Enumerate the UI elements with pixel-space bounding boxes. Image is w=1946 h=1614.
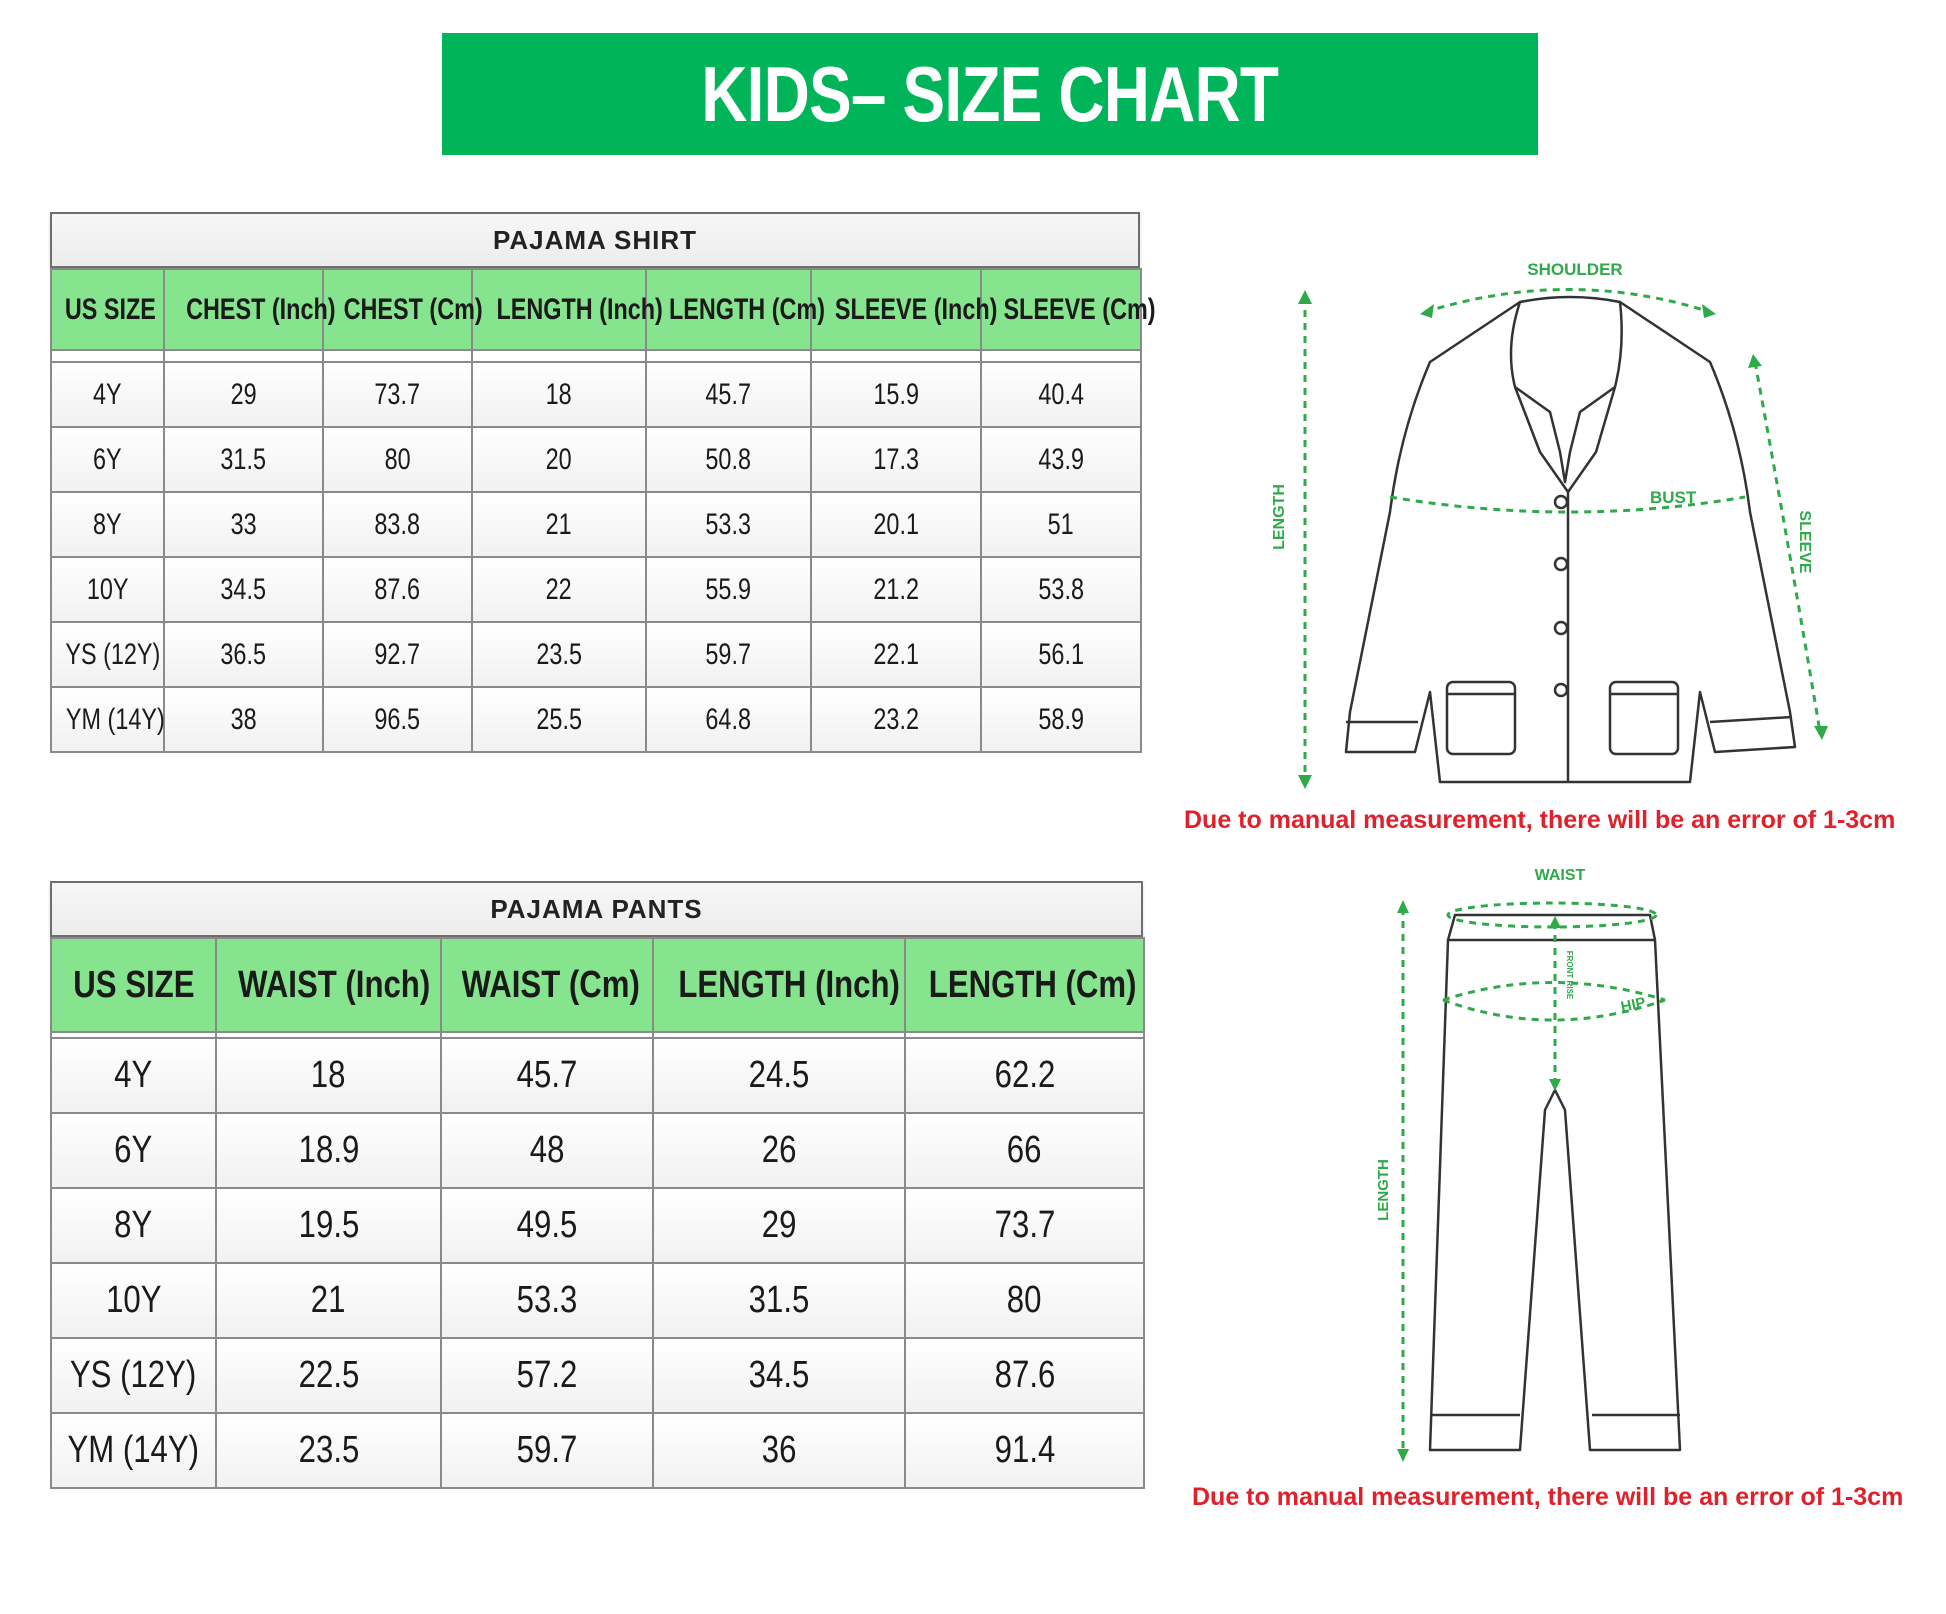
table-cell: 53.3 — [441, 1263, 653, 1338]
bust-label: BUST — [1650, 488, 1697, 507]
table-cell: 34.5 — [653, 1338, 905, 1413]
table-cell: 66 — [905, 1113, 1144, 1188]
pants-size-table — [50, 881, 1143, 1489]
shirt-header-row — [51, 269, 1141, 350]
table-cell: 73.7 — [905, 1188, 1144, 1263]
table-cell: 21 — [216, 1263, 441, 1338]
shirt-size-table — [50, 212, 1156, 753]
table-cell: 18 — [472, 362, 646, 427]
table-cell: 58.9 — [981, 687, 1141, 752]
length-label: LENGTH — [1271, 484, 1288, 550]
table-cell: 80 — [905, 1263, 1144, 1338]
waist-label: WAIST — [1534, 867, 1586, 884]
table-cell: 31.5 — [653, 1263, 905, 1338]
table-cell: 15.9 — [811, 362, 981, 427]
table-cell: 36.5 — [164, 622, 323, 687]
table-row — [51, 557, 1141, 622]
table-cell: 56.1 — [981, 622, 1141, 687]
spacer-row — [51, 350, 1141, 362]
shirt-table-title: PAJAMA SHIRT — [50, 212, 1140, 268]
table-cell: 18 — [216, 1038, 441, 1113]
table-row — [51, 1338, 1144, 1413]
table-cell: 83.8 — [323, 492, 472, 557]
header-cell: CHEST (Cm) — [323, 269, 472, 350]
header-cell: LENGTH (Cm) — [646, 269, 811, 350]
table-cell: 38 — [164, 687, 323, 752]
table-cell: 53.3 — [646, 492, 811, 557]
table-cell: 55.9 — [646, 557, 811, 622]
table-cell: 10Y — [51, 557, 164, 622]
table-row — [51, 362, 1141, 427]
table-cell: 87.6 — [905, 1338, 1144, 1413]
pants-table-title: PAJAMA PANTS — [50, 881, 1143, 937]
table-cell: 45.7 — [441, 1038, 653, 1113]
table-cell: 91.4 — [905, 1413, 1144, 1488]
table-cell: 59.7 — [441, 1413, 653, 1488]
table-cell: 36 — [653, 1413, 905, 1488]
table-cell: 17.3 — [811, 427, 981, 492]
table-cell: 8Y — [51, 1188, 216, 1263]
table-cell: 87.6 — [323, 557, 472, 622]
table-row — [51, 492, 1141, 557]
table-cell: 23.5 — [216, 1413, 441, 1488]
table-cell: 21.2 — [811, 557, 981, 622]
table-cell: 43.9 — [981, 427, 1141, 492]
table-cell: 10Y — [51, 1263, 216, 1338]
pants-header-row — [51, 938, 1144, 1032]
table-cell: 24.5 — [653, 1038, 905, 1113]
table-cell: YM (14Y) — [51, 1413, 216, 1488]
table-cell: 92.7 — [323, 622, 472, 687]
table-cell: 20 — [472, 427, 646, 492]
table-cell: 53.8 — [981, 557, 1141, 622]
table-cell: 4Y — [51, 362, 164, 427]
table-cell: 22 — [472, 557, 646, 622]
shirt-disclaimer: Due to manual measurement, there will be an error of 1-3cm — [1184, 806, 1896, 834]
header-cell: WAIST (Cm) — [441, 938, 653, 1032]
pants-table-grid — [50, 937, 1145, 1489]
page-title: KIDS– SIZE CHART — [701, 49, 1279, 138]
header-cell: LENGTH (Inch) — [653, 938, 905, 1032]
table-cell: 22.5 — [216, 1338, 441, 1413]
pants-length-label: LENGTH — [1375, 1159, 1392, 1221]
table-cell: 26 — [653, 1113, 905, 1188]
header-cell: LENGTH (Cm) — [905, 938, 1144, 1032]
header-cell: US SIZE — [51, 938, 216, 1032]
header-cell: US SIZE — [51, 269, 164, 350]
table-row — [51, 687, 1141, 752]
table-row — [51, 1263, 1144, 1338]
table-cell: 49.5 — [441, 1188, 653, 1263]
table-cell: 22.1 — [811, 622, 981, 687]
hip-label: HIP — [1619, 994, 1648, 1016]
table-cell: 29 — [164, 362, 323, 427]
table-cell: 8Y — [51, 492, 164, 557]
pants-disclaimer: Due to manual measurement, there will be an error of 1-3cm — [1192, 1483, 1904, 1511]
table-cell: YM (14Y) — [51, 687, 164, 752]
table-row — [51, 427, 1141, 492]
table-row — [51, 1188, 1144, 1263]
table-cell: 45.7 — [646, 362, 811, 427]
table-cell: 20.1 — [811, 492, 981, 557]
table-cell: 33 — [164, 492, 323, 557]
table-cell: 57.2 — [441, 1338, 653, 1413]
header-cell: WAIST (Inch) — [216, 938, 441, 1032]
table-cell: 62.2 — [905, 1038, 1144, 1113]
shirt-measurement-diagram — [1250, 252, 1930, 812]
table-cell: YS (12Y) — [51, 1338, 216, 1413]
table-cell: 34.5 — [164, 557, 323, 622]
table-cell: 31.5 — [164, 427, 323, 492]
table-cell: 80 — [323, 427, 472, 492]
title-banner — [442, 33, 1538, 155]
table-cell: YS (12Y) — [51, 622, 164, 687]
front-rise-label: FRONT RISE — [1565, 950, 1574, 1000]
table-cell: 40.4 — [981, 362, 1141, 427]
header-cell: SLEEVE (Inch) — [811, 269, 981, 350]
shirt-outline-icon — [1346, 297, 1795, 782]
table-row — [51, 622, 1141, 687]
header-cell: CHEST (Inch) — [164, 269, 323, 350]
shoulder-label: SHOULDER — [1527, 260, 1623, 279]
table-cell: 64.8 — [646, 687, 811, 752]
table-cell: 48 — [441, 1113, 653, 1188]
header-cell: SLEEVE (Cm) — [981, 269, 1141, 350]
table-cell: 19.5 — [216, 1188, 441, 1263]
shirt-table-grid — [50, 268, 1156, 753]
table-cell: 50.8 — [646, 427, 811, 492]
table-cell: 6Y — [51, 1113, 216, 1188]
sleeve-label: SLEEVE — [1796, 510, 1813, 574]
table-row — [51, 1038, 1144, 1113]
table-cell: 59.7 — [646, 622, 811, 687]
table-cell: 23.5 — [472, 622, 646, 687]
header-cell: LENGTH (Inch) — [472, 269, 646, 350]
table-cell: 29 — [653, 1188, 905, 1263]
pants-measurement-diagram — [1360, 860, 1740, 1470]
table-cell: 73.7 — [323, 362, 472, 427]
table-cell: 21 — [472, 492, 646, 557]
table-cell: 25.5 — [472, 687, 646, 752]
table-cell: 18.9 — [216, 1113, 441, 1188]
table-row — [51, 1113, 1144, 1188]
table-cell: 23.2 — [811, 687, 981, 752]
table-cell: 4Y — [51, 1038, 216, 1113]
table-cell: 96.5 — [323, 687, 472, 752]
table-row — [51, 1413, 1144, 1488]
table-cell: 51 — [981, 492, 1141, 557]
table-cell: 6Y — [51, 427, 164, 492]
